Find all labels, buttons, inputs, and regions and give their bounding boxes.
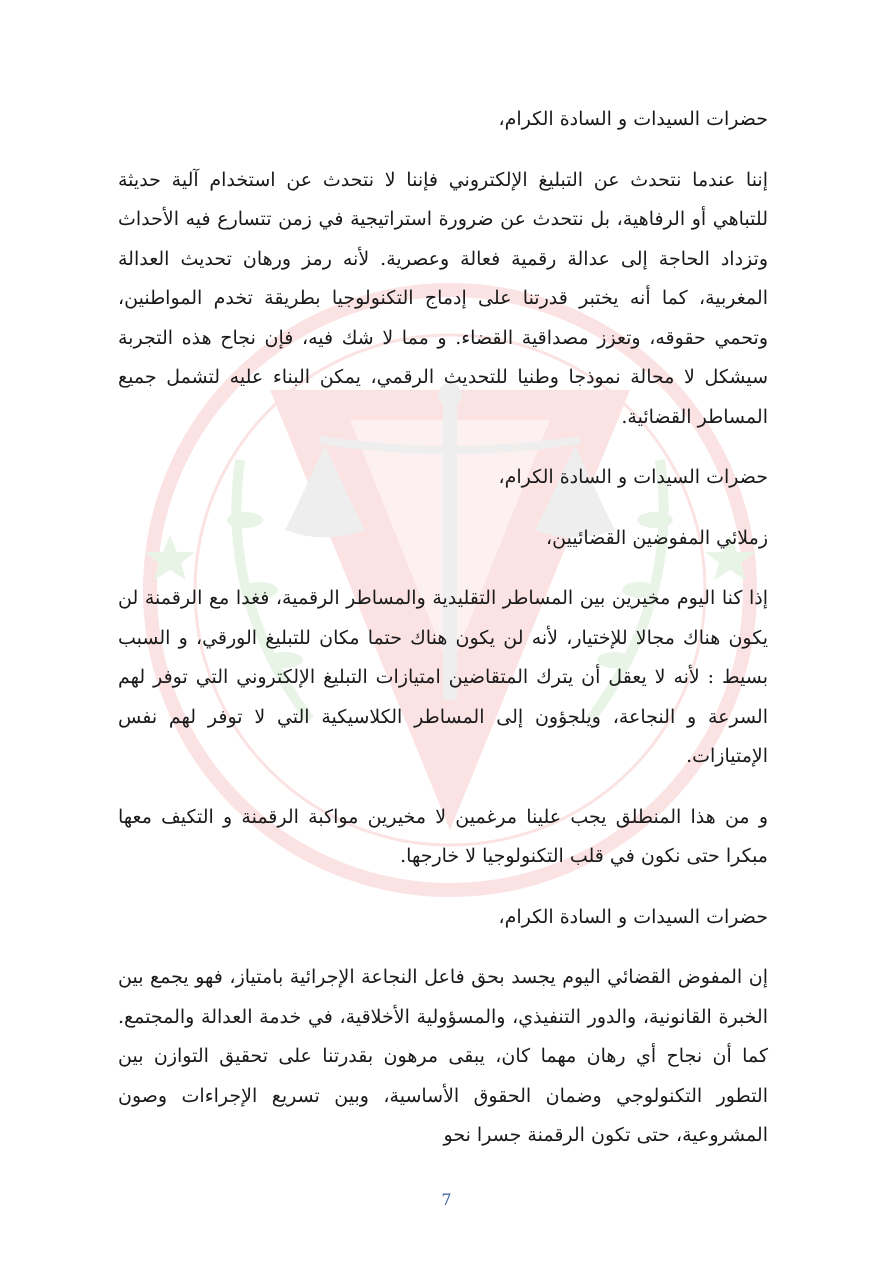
paragraph: إننا عندما نتحدث عن التبليغ الإلكتروني فإننا لا نتحدث عن استخدام آلية حديثة للتباهي أو الرفاهية، بل نتحدث عن ضرورة استراتيجية في زمن تتسارع فيه الأحداث وتزداد الحاجة إلى عدالة رقمية فعالة وعصرية. لأنه رمز ورهان تحديث العدالة المغربية، كما أنه يختبر قدرتنا على إدماج التكنولوجيا بطريقة تخدم المواطنين، وتحمي حقوقه، وتعزز مصداقية القضاء. و مما لا شك فيه، فإن نجاح هذه التجربة سيشكل لا محالة نموذجا وطنيا للتحديث الرقمي، يمكن البناء عليه لتشمل جميع المساطر القضائية. [118,168,768,428]
paragraph: و من هذا المنطلق يجب علينا مرغمين لا مخيرين مواكبة الرقمنة و التكيف معها مبكرا حتى نكون في قلب التكنولوجيا لا خارجها. [118,805,768,867]
paragraph: إذا كنا اليوم مخيرين بين المساطر التقليدية والمساطر الرقمية، فغدا مع الرقمنة لن يكون هناك مجالا للإختيار، لأنه لن يكون هناك حتما مكان للتبليغ الورقي، و السبب بسيط : لأنه لا يعقل أن يترك المتقاضين امتيازات التبليغ الإلكتروني التي توفر لهم السرعة و النجاعة، ويلجؤون إلى المساطر الكلاسيكية التي لا توفر لهم نفس الإمتيازات. [118,587,768,767]
paragraph: إن المفوض القضائي اليوم يجسد بحق فاعل النجاعة الإجرائية بامتياز، فهو يجمع بين الخبرة القانونية، والدور التنفيذي، والمسؤولية الأخلاقية، في خدمة العدالة والمجتمع. كما أن نجاح أي رهان مهما كان، يبقى مرهون بقدرتنا على تحقيق التوازن بين التطور التكنولوجي وضمان الحقوق الأساسية، وبين تسريع الإجراءات وصون المشروعية، حتى تكون الرقمنة جسرا نحو [118,966,768,1146]
salutation: زملائي المفوضين القضائيين، [546,526,768,549]
salutation: حضرات السيدات و السادة الكرام، [498,466,768,488]
page-number: 7 [441,1190,452,1209]
salutation: حضرات السيدات و السادة الكرام، [498,905,768,928]
salutation: حضرات السيدات و السادة الكرام، [498,108,768,130]
document-body [118,100,768,1156]
